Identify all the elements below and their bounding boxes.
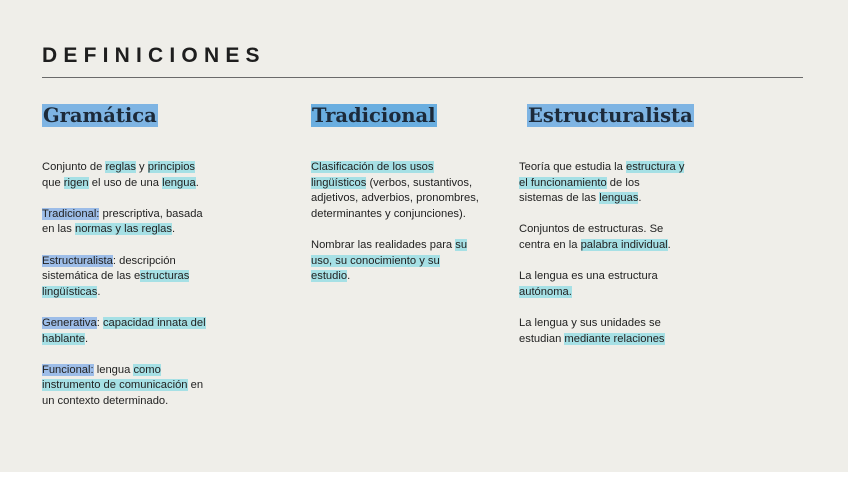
highlighted-text: Tradicional:: [42, 207, 100, 220]
text-run: : descripción: [112, 254, 176, 267]
highlighted-text: Funcional:: [42, 363, 94, 376]
highlighted-text: lingüísticas: [42, 285, 98, 298]
definition-paragraph: [519, 269, 739, 300]
highlighted-text: Clasificación de los usos: [311, 161, 434, 173]
column-estructuralista: [519, 160, 739, 363]
highlighted-text: structuras: [140, 270, 190, 283]
definition-paragraph: [311, 160, 511, 222]
definition-paragraph: [42, 160, 272, 191]
text-run: La lengua y sus unidades se: [519, 316, 661, 329]
text-run: La lengua es una estructura: [519, 270, 658, 283]
definition-paragraph: [519, 316, 739, 347]
text-run: .: [171, 223, 176, 236]
definition-paragraph: [42, 254, 272, 301]
heading-tradicional: [311, 101, 437, 131]
definition-paragraph: [519, 222, 739, 253]
highlighted-text: estudio: [311, 270, 348, 283]
highlighted-text: su: [455, 238, 468, 251]
definition-paragraph: [42, 207, 272, 238]
text-run: Nombrar las realidades para: [311, 238, 456, 251]
text-run: el uso de una: [88, 176, 163, 189]
text-run: prescriptiva, basada: [99, 207, 203, 220]
highlighted-text: lingüísticos: [311, 176, 367, 189]
text-run: y: [135, 161, 148, 173]
definition-paragraph: [42, 316, 272, 347]
text-run: sistemática de las e: [42, 270, 141, 283]
column-gramatica: [42, 160, 272, 425]
text-run: que: [42, 176, 64, 189]
text-run: .: [667, 238, 671, 251]
text-run: .: [97, 285, 101, 298]
text-run: .: [195, 176, 199, 189]
highlighted-text: estructura y: [625, 161, 685, 173]
text-run: adjetivos, adverbios, pronombres,: [311, 192, 479, 205]
highlighted-text: normas y las reglas: [74, 223, 172, 236]
text-run: centra en la: [519, 238, 581, 251]
text-run: Teoría que estudia la: [519, 161, 626, 173]
heading-gramatica-text: Gramática: [43, 104, 157, 127]
text-run: .: [347, 270, 351, 283]
definition-paragraph: [42, 363, 272, 410]
text-run: en: [187, 379, 204, 392]
slide-bottom-edge: [0, 472, 848, 477]
highlighted-text: Generativa: [42, 316, 97, 329]
highlighted-text: el funcionamiento: [519, 176, 607, 189]
heading-tradicional-text: Tradicional: [312, 104, 436, 127]
text-run: .: [638, 192, 642, 205]
text-run: lengua: [93, 363, 134, 376]
highlighted-text: hablante: [42, 332, 85, 345]
text-run: Conjuntos de estructuras. Se: [519, 223, 664, 236]
highlighted-text: instrumento de comunicación: [42, 379, 188, 392]
text-run: .: [84, 332, 89, 345]
text-run: de los: [606, 176, 640, 189]
text-run: sistemas de las: [519, 192, 600, 205]
highlighted-text: lenguas: [599, 192, 639, 205]
heading-estructuralista: [527, 101, 694, 131]
highlighted-text: uso, su conocimiento y su: [311, 254, 440, 267]
definition-paragraph: [311, 238, 511, 285]
highlighted-text: autónoma.: [519, 285, 572, 298]
highlighted-text: lengua: [162, 176, 196, 189]
title-divider: [42, 77, 803, 78]
highlighted-text: Estructuralista: [42, 254, 113, 267]
column-tradicional: [311, 160, 511, 300]
text-run: (verbos, sustantivos,: [366, 176, 473, 189]
heading-estructuralista-text: Estructuralista: [528, 104, 693, 127]
highlighted-text: palabra individual: [580, 238, 668, 251]
slide-title: DEFINICIONES: [42, 44, 266, 67]
highlighted-text: como: [133, 363, 161, 376]
text-run: en las: [42, 223, 75, 236]
text-run: un contexto determinado.: [42, 394, 169, 407]
definition-paragraph: [519, 160, 739, 207]
text-run: :: [96, 316, 103, 329]
highlighted-text: rigen: [63, 176, 89, 189]
heading-gramatica: [42, 101, 158, 131]
highlighted-text: capacidad innata del: [102, 316, 206, 329]
highlighted-text: mediante relaciones: [564, 332, 665, 345]
text-run: Conjunto de: [42, 161, 106, 173]
text-run: estudian: [519, 332, 565, 345]
highlighted-text: reglas: [105, 161, 136, 173]
highlighted-text: principios: [147, 161, 196, 173]
text-run: determinantes y conjunciones).: [311, 207, 466, 220]
